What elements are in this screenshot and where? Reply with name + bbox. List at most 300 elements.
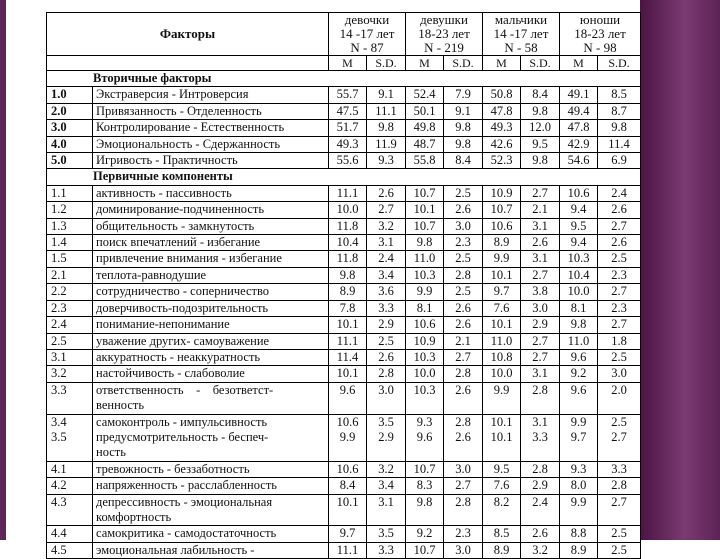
factor-name bbox=[93, 218, 329, 234]
factor-name bbox=[93, 366, 329, 382]
value-cell: 2.7 bbox=[598, 317, 641, 333]
factor-name bbox=[93, 478, 329, 494]
value-cell: 10.7 bbox=[406, 461, 444, 477]
value-cell: 9.3 bbox=[560, 461, 598, 477]
factor-code: 4.4 bbox=[47, 526, 93, 542]
value-cell: 48.7 bbox=[406, 136, 444, 152]
factor-code: 3.2 bbox=[47, 366, 93, 382]
value-cell: 9.6 bbox=[329, 382, 367, 414]
value-cell: 55.6 bbox=[329, 153, 367, 169]
factor-code: 2.1 bbox=[47, 267, 93, 283]
value-cell: 49.1 bbox=[560, 87, 598, 103]
factor-name-line: доминирование-подчиненность bbox=[96, 202, 265, 217]
value-cell: 2.6 bbox=[367, 349, 406, 365]
value-cell: 51.7 bbox=[329, 120, 367, 136]
value-cell: 2.9 bbox=[521, 478, 560, 494]
factor-name-line: самокритика - самодостаточность bbox=[96, 526, 277, 541]
value-cell: 9.8 bbox=[598, 120, 641, 136]
value-cell: 3.5 bbox=[367, 526, 406, 542]
factor-code: 1.2 bbox=[47, 202, 93, 218]
value-cell: 55.7 bbox=[329, 87, 367, 103]
section-row-secondary bbox=[47, 71, 641, 87]
table-row bbox=[47, 317, 641, 333]
value-cell: 1.8 bbox=[598, 333, 641, 349]
value-cell: 8.9 bbox=[560, 542, 598, 558]
value-cell: 3.1 bbox=[367, 235, 406, 251]
right-decorative-band bbox=[640, 0, 720, 540]
group-header: девушки 18-23 лет N - 219 bbox=[406, 13, 483, 56]
value-cell: 50.1 bbox=[406, 103, 444, 119]
value-cell: 2.9 bbox=[367, 317, 406, 333]
value-cell: 11.8 bbox=[329, 251, 367, 267]
value-cell: 3.1 3.3 bbox=[521, 414, 560, 461]
factor-name-line: самоконтроль - импульсивность bbox=[96, 414, 268, 429]
factor-name bbox=[93, 185, 329, 201]
value-cell: 2.8 bbox=[367, 366, 406, 382]
factor-name-line: доверчивость-подозрительность bbox=[96, 300, 269, 315]
value-cell: 6.9 bbox=[598, 153, 641, 169]
value-cell: 2.5 bbox=[598, 251, 641, 267]
value-cell: 42.6 bbox=[483, 136, 521, 152]
value-cell: 8.9 bbox=[483, 542, 521, 558]
value-cell: 10.7 bbox=[406, 542, 444, 558]
factor-code: 3.3 bbox=[47, 382, 93, 414]
factor-name-line: теплота-равнодушие bbox=[96, 267, 207, 282]
value-cell: 49.3 bbox=[483, 120, 521, 136]
value-cell: 2.5 bbox=[598, 526, 641, 542]
stat-label: S.D. bbox=[367, 56, 406, 71]
value-cell: 12.0 bbox=[521, 120, 560, 136]
value-cell: 2.7 bbox=[521, 333, 560, 349]
value-cell: 3.5 2.9 bbox=[367, 414, 406, 461]
group-header: мальчики 14 -17 лет N - 58 bbox=[483, 13, 560, 56]
factor-name-line: тревожность - беззаботность bbox=[96, 461, 250, 476]
value-cell: 10.1 bbox=[483, 267, 521, 283]
value-cell: 11.1 bbox=[367, 103, 406, 119]
factor-code: 2.4 bbox=[47, 317, 93, 333]
value-cell: 2.7 bbox=[521, 185, 560, 201]
factor-name bbox=[93, 349, 329, 365]
value-cell: 9.9 bbox=[483, 251, 521, 267]
group-header: девочки 14 -17 лет N - 87 bbox=[329, 13, 406, 56]
value-cell: 10.7 bbox=[406, 185, 444, 201]
value-cell: 10.3 bbox=[406, 382, 444, 414]
factor-name-line: привлечение внимания - избегание bbox=[96, 251, 282, 266]
factor-name bbox=[93, 414, 329, 461]
value-cell: 9.7 bbox=[483, 284, 521, 300]
value-cell: 10.0 bbox=[329, 202, 367, 218]
value-cell: 3.2 bbox=[521, 542, 560, 558]
value-cell: 9.8 bbox=[367, 120, 406, 136]
value-cell: 2.5 bbox=[598, 542, 641, 558]
value-cell: 10.7 bbox=[483, 202, 521, 218]
value-cell: 8.3 bbox=[406, 478, 444, 494]
factor-name-line: эмоциональная лабильность - bbox=[96, 542, 255, 557]
value-cell: 7.9 bbox=[444, 87, 483, 103]
value-cell: 52.3 bbox=[483, 153, 521, 169]
factor-name-line: аккуратность - неаккуратность bbox=[96, 349, 261, 364]
factor-code: 5.0 bbox=[47, 153, 93, 169]
factor-name bbox=[93, 461, 329, 477]
value-cell: 9.8 bbox=[406, 235, 444, 251]
table-row bbox=[47, 235, 641, 251]
value-cell: 10.1 10.1 bbox=[483, 414, 521, 461]
value-cell: 11.0 bbox=[406, 251, 444, 267]
value-cell: 47.5 bbox=[329, 103, 367, 119]
value-cell: 10.4 bbox=[329, 235, 367, 251]
value-cell: 9.2 bbox=[406, 526, 444, 542]
value-cell: 2.3 bbox=[444, 235, 483, 251]
stat-label: M bbox=[329, 56, 367, 71]
value-cell: 8.7 bbox=[598, 103, 641, 119]
value-cell: 2.8 bbox=[444, 366, 483, 382]
table-row bbox=[47, 414, 641, 461]
table-row bbox=[47, 366, 641, 382]
table-row bbox=[47, 300, 641, 316]
value-cell: 10.3 bbox=[560, 251, 598, 267]
value-cell: 10.1 bbox=[329, 317, 367, 333]
value-cell: 47.8 bbox=[483, 103, 521, 119]
factor-name-line: сотрудничество - соперничество bbox=[96, 284, 270, 299]
value-cell: 11.0 bbox=[560, 333, 598, 349]
factor-name-line: активность - пассивность bbox=[96, 185, 232, 200]
factor-name bbox=[93, 202, 329, 218]
table-row bbox=[47, 461, 641, 477]
value-cell: 8.1 bbox=[406, 300, 444, 316]
value-cell: 8.0 bbox=[560, 478, 598, 494]
stat-label: M bbox=[406, 56, 444, 71]
table-row bbox=[47, 103, 641, 119]
factor-code: 3.0 bbox=[47, 120, 93, 136]
value-cell: 3.3 bbox=[598, 461, 641, 477]
value-cell: 2.8 2.6 bbox=[444, 414, 483, 461]
value-cell: 2.5 bbox=[444, 185, 483, 201]
factor-name bbox=[93, 235, 329, 251]
factor-code: 2.2 bbox=[47, 284, 93, 300]
value-cell: 8.1 bbox=[560, 300, 598, 316]
factor-name-line: венность bbox=[96, 398, 145, 413]
value-cell: 2.7 bbox=[598, 494, 641, 526]
section-title: Вторичные факторы bbox=[47, 71, 641, 87]
factor-name bbox=[93, 333, 329, 349]
value-cell: 11.1 bbox=[329, 333, 367, 349]
factor-name-line: уважение других- самоуважение bbox=[96, 333, 270, 348]
factor-name: Игривость - Практичность bbox=[93, 153, 329, 169]
value-cell: 3.0 bbox=[598, 366, 641, 382]
value-cell: 9.6 bbox=[560, 349, 598, 365]
value-cell: 3.1 bbox=[521, 366, 560, 382]
value-cell: 2.5 bbox=[367, 333, 406, 349]
value-cell: 10.8 bbox=[483, 349, 521, 365]
value-cell: 3.4 bbox=[367, 478, 406, 494]
value-cell: 9.1 bbox=[444, 103, 483, 119]
value-cell: 47.8 bbox=[560, 120, 598, 136]
factor-code: 1.0 bbox=[47, 87, 93, 103]
table-row bbox=[47, 349, 641, 365]
value-cell: 2.9 bbox=[521, 317, 560, 333]
value-cell: 3.2 bbox=[367, 461, 406, 477]
value-cell: 10.6 bbox=[406, 317, 444, 333]
value-cell: 8.5 bbox=[598, 87, 641, 103]
value-cell: 11.8 bbox=[329, 218, 367, 234]
factor-code: 1.1 bbox=[47, 185, 93, 201]
factor-code: 3.4 3.5 bbox=[47, 414, 93, 461]
value-cell: 3.2 bbox=[367, 218, 406, 234]
value-cell: 2.5 bbox=[444, 284, 483, 300]
value-cell: 8.2 bbox=[483, 494, 521, 526]
value-cell: 42.9 bbox=[560, 136, 598, 152]
factor-name-line: предусмотрительность - беспеч- bbox=[96, 429, 269, 444]
value-cell: 9.8 bbox=[560, 317, 598, 333]
factor-code: 4.2 bbox=[47, 478, 93, 494]
factor-name bbox=[93, 251, 329, 267]
value-cell: 55.8 bbox=[406, 153, 444, 169]
value-cell: 10.6 bbox=[329, 461, 367, 477]
value-cell: 2.7 bbox=[521, 349, 560, 365]
value-cell: 2.1 bbox=[521, 202, 560, 218]
table-row bbox=[47, 382, 641, 414]
value-cell: 8.5 bbox=[483, 526, 521, 542]
value-cell: 2.4 bbox=[521, 494, 560, 526]
factor-name bbox=[93, 494, 329, 526]
value-cell: 2.6 bbox=[444, 300, 483, 316]
value-cell: 9.9 bbox=[560, 494, 598, 526]
header-row bbox=[47, 13, 641, 56]
factor-name: Экстраверсия - Интроверсия bbox=[93, 87, 329, 103]
stat-label: S.D. bbox=[598, 56, 641, 71]
value-cell: 9.9 bbox=[406, 284, 444, 300]
factor-code: 1.4 bbox=[47, 235, 93, 251]
value-cell: 11.9 bbox=[367, 136, 406, 152]
value-cell: 10.3 bbox=[406, 267, 444, 283]
factor-name-line: депрессивность - эмоциональная bbox=[96, 494, 273, 509]
factor-code: 1.3 bbox=[47, 218, 93, 234]
value-cell: 2.7 bbox=[598, 218, 641, 234]
value-cell: 9.8 bbox=[521, 153, 560, 169]
section-title: Первичные компоненты bbox=[47, 169, 641, 185]
value-cell: 2.0 bbox=[598, 382, 641, 414]
value-cell: 11.1 bbox=[329, 542, 367, 558]
section-row-primary bbox=[47, 169, 641, 185]
value-cell: 3.0 bbox=[444, 461, 483, 477]
stat-label: M bbox=[483, 56, 521, 71]
table-row bbox=[47, 267, 641, 283]
table-row bbox=[47, 153, 641, 169]
value-cell: 3.0 bbox=[367, 382, 406, 414]
value-cell: 9.7 bbox=[329, 526, 367, 542]
value-cell: 11.4 bbox=[598, 136, 641, 152]
factor-name bbox=[93, 542, 329, 558]
value-cell: 10.9 bbox=[483, 185, 521, 201]
value-cell: 2.6 bbox=[444, 202, 483, 218]
factor-name: Привязанность - Отделенность bbox=[93, 103, 329, 119]
value-cell: 2.5 bbox=[444, 251, 483, 267]
factor-name bbox=[93, 382, 329, 414]
factor-name-line: ность bbox=[96, 445, 126, 460]
value-cell: 2.8 bbox=[444, 267, 483, 283]
factor-code: 3.1 bbox=[47, 349, 93, 365]
factor-name bbox=[93, 267, 329, 283]
table-row bbox=[47, 120, 641, 136]
value-cell: 10.1 bbox=[483, 317, 521, 333]
factor-name-line: понимание-непонимание bbox=[96, 317, 230, 332]
table-row bbox=[47, 542, 641, 558]
factors-header: Факторы bbox=[47, 13, 329, 56]
value-cell: 8.4 bbox=[444, 153, 483, 169]
stat-label-spacer bbox=[47, 56, 329, 71]
value-cell: 2.4 bbox=[367, 251, 406, 267]
table-row bbox=[47, 136, 641, 152]
table-row bbox=[47, 494, 641, 526]
value-cell: 2.7 bbox=[521, 267, 560, 283]
table-row bbox=[47, 87, 641, 103]
factor-name-line: поиск впечатлений - избегание bbox=[96, 235, 261, 250]
value-cell: 3.0 bbox=[444, 218, 483, 234]
factor-name bbox=[93, 300, 329, 316]
value-cell: 2.7 bbox=[444, 478, 483, 494]
factor-name bbox=[93, 317, 329, 333]
value-cell: 8.9 bbox=[329, 284, 367, 300]
value-cell: 9.5 bbox=[483, 461, 521, 477]
value-cell: 50.8 bbox=[483, 87, 521, 103]
value-cell: 9.4 bbox=[560, 202, 598, 218]
value-cell: 9.8 bbox=[329, 267, 367, 283]
value-cell: 2.7 bbox=[367, 202, 406, 218]
factor-name: Контролирование - Естественность bbox=[93, 120, 329, 136]
value-cell: 9.4 bbox=[560, 235, 598, 251]
value-cell: 2.5 2.7 bbox=[598, 414, 641, 461]
factor-name-line: комфортность bbox=[96, 509, 172, 524]
value-cell: 9.8 bbox=[406, 494, 444, 526]
value-cell: 10.6 bbox=[560, 185, 598, 201]
factor-code: 4.0 bbox=[47, 136, 93, 152]
value-cell: 10.1 bbox=[329, 494, 367, 526]
factor-code: 4.5 bbox=[47, 542, 93, 558]
value-cell: 2.3 bbox=[598, 300, 641, 316]
value-cell: 10.0 bbox=[406, 366, 444, 382]
value-cell: 2.3 bbox=[444, 526, 483, 542]
value-cell: 11.0 bbox=[483, 333, 521, 349]
value-cell: 3.8 bbox=[521, 284, 560, 300]
value-cell: 2.6 bbox=[598, 235, 641, 251]
value-cell: 2.5 bbox=[598, 349, 641, 365]
value-cell: 8.4 bbox=[521, 87, 560, 103]
table-row bbox=[47, 202, 641, 218]
value-cell: 9.3 bbox=[367, 153, 406, 169]
value-cell: 9.8 bbox=[444, 136, 483, 152]
value-cell: 2.4 bbox=[598, 185, 641, 201]
value-cell: 3.6 bbox=[367, 284, 406, 300]
value-cell: 9.5 bbox=[521, 136, 560, 152]
value-cell: 3.1 bbox=[367, 494, 406, 526]
value-cell: 9.8 bbox=[521, 103, 560, 119]
value-cell: 2.3 bbox=[598, 267, 641, 283]
value-cell: 2.6 bbox=[521, 235, 560, 251]
value-cell: 8.4 bbox=[329, 478, 367, 494]
value-cell: 2.7 bbox=[598, 284, 641, 300]
value-cell: 10.9 bbox=[406, 333, 444, 349]
value-cell: 2.6 bbox=[598, 202, 641, 218]
value-cell: 3.3 bbox=[367, 300, 406, 316]
stat-label: S.D. bbox=[444, 56, 483, 71]
table-row bbox=[47, 333, 641, 349]
value-cell: 54.6 bbox=[560, 153, 598, 169]
value-cell: 7.8 bbox=[329, 300, 367, 316]
value-cell: 11.4 bbox=[329, 349, 367, 365]
value-cell: 8.9 bbox=[483, 235, 521, 251]
value-cell: 3.0 bbox=[521, 300, 560, 316]
left-decorative-band bbox=[0, 0, 6, 540]
value-cell: 2.6 bbox=[521, 526, 560, 542]
value-cell: 11.1 bbox=[329, 185, 367, 201]
value-cell: 10.7 bbox=[406, 218, 444, 234]
value-cell: 10.6 bbox=[483, 218, 521, 234]
value-cell: 9.3 9.6 bbox=[406, 414, 444, 461]
value-cell: 8.8 bbox=[560, 526, 598, 542]
factors-table-container bbox=[46, 12, 640, 559]
factor-name-line: напряженность - расслабленность bbox=[96, 478, 278, 493]
value-cell: 49.4 bbox=[560, 103, 598, 119]
value-cell: 9.5 bbox=[560, 218, 598, 234]
factor-code: 4.1 bbox=[47, 461, 93, 477]
value-cell: 2.6 bbox=[444, 382, 483, 414]
value-cell: 52.4 bbox=[406, 87, 444, 103]
factor-code: 4.3 bbox=[47, 494, 93, 526]
value-cell: 10.1 bbox=[406, 202, 444, 218]
value-cell: 10.6 9.9 bbox=[329, 414, 367, 461]
value-cell: 2.6 bbox=[444, 317, 483, 333]
value-cell: 9.8 bbox=[444, 120, 483, 136]
value-cell: 9.2 bbox=[560, 366, 598, 382]
table-row bbox=[47, 218, 641, 234]
factor-name: Эмоциональность - Сдержанность bbox=[93, 136, 329, 152]
stat-label-row bbox=[47, 56, 641, 71]
value-cell: 2.1 bbox=[444, 333, 483, 349]
value-cell: 2.7 bbox=[444, 349, 483, 365]
factors-table bbox=[46, 12, 641, 559]
value-cell: 7.6 bbox=[483, 300, 521, 316]
value-cell: 9.1 bbox=[367, 87, 406, 103]
value-cell: 7.6 bbox=[483, 478, 521, 494]
factor-code: 2.0 bbox=[47, 103, 93, 119]
value-cell: 2.8 bbox=[598, 478, 641, 494]
factor-code: 2.5 bbox=[47, 333, 93, 349]
value-cell: 10.0 bbox=[560, 284, 598, 300]
value-cell: 10.0 bbox=[483, 366, 521, 382]
factor-code: 1.5 bbox=[47, 251, 93, 267]
value-cell: 2.8 bbox=[444, 494, 483, 526]
value-cell: 2.8 bbox=[521, 461, 560, 477]
value-cell: 9.9 9.7 bbox=[560, 414, 598, 461]
table-row bbox=[47, 284, 641, 300]
stat-label: S.D. bbox=[521, 56, 560, 71]
value-cell: 10.1 bbox=[329, 366, 367, 382]
factor-name-line: настойчивость - слабоволие bbox=[96, 366, 245, 381]
value-cell: 9.9 bbox=[483, 382, 521, 414]
value-cell: 3.3 bbox=[367, 542, 406, 558]
value-cell: 9.6 bbox=[560, 382, 598, 414]
factor-name bbox=[93, 284, 329, 300]
table-row bbox=[47, 251, 641, 267]
factor-name-line: ответственность - безответст- bbox=[96, 382, 274, 397]
value-cell: 10.4 bbox=[560, 267, 598, 283]
group-header: юноши 18-23 лет N - 98 bbox=[560, 13, 641, 56]
value-cell: 2.8 bbox=[521, 382, 560, 414]
table-row bbox=[47, 478, 641, 494]
value-cell: 2.6 bbox=[367, 185, 406, 201]
value-cell: 49.3 bbox=[329, 136, 367, 152]
value-cell: 3.1 bbox=[521, 218, 560, 234]
